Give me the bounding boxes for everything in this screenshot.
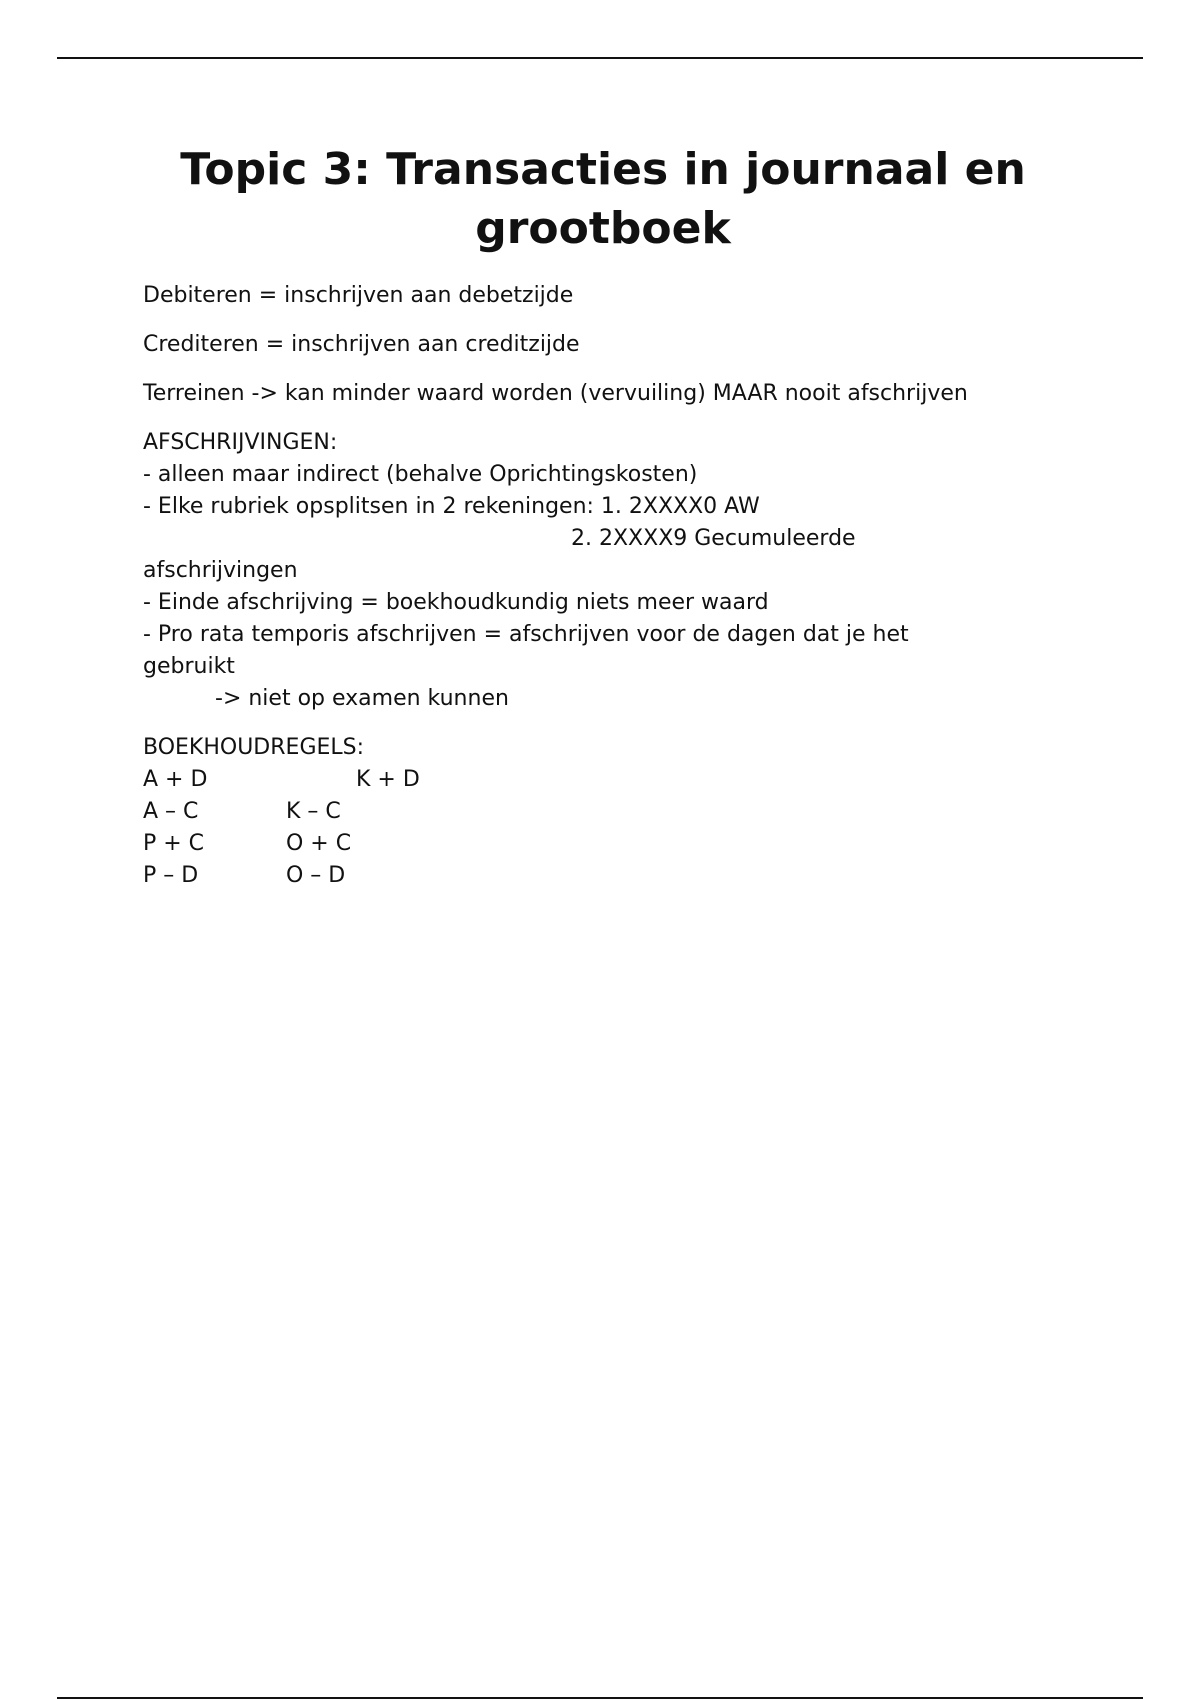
- afschrijvingen-line: - alleen maar indirect (behalve Oprichtingskosten): [143, 462, 698, 487]
- rule-left: P + C: [143, 831, 205, 856]
- rule-row: [143, 828, 1063, 860]
- rule-row: [143, 796, 1063, 828]
- boekhoudregels-section: [143, 732, 1063, 892]
- rule-left: P – D: [143, 863, 199, 888]
- afschrijvingen-line: - Pro rata temporis afschrijven = afschrijven voor de dagen dat je het: [143, 622, 909, 647]
- rule-row: [143, 860, 1063, 892]
- rule-left: A + D: [143, 767, 208, 792]
- rule-row: [143, 764, 1063, 796]
- rule-right: O + C: [286, 831, 352, 856]
- afschrijvingen-line: -> niet op examen kunnen: [215, 686, 509, 711]
- afschrijvingen-line: 2. 2XXXX9 Gecumuleerde: [571, 526, 856, 551]
- page-title: Topic 3: Transacties in journaal en grootboek: [180, 144, 1026, 254]
- boekhoudregels-heading: BOEKHOUDREGELS:: [143, 735, 365, 760]
- rule-right: K – C: [286, 799, 341, 824]
- header-rule: [57, 57, 1143, 59]
- afschrijvingen-heading: AFSCHRIJVINGEN:: [143, 430, 338, 455]
- rule-right: O – D: [286, 863, 346, 888]
- afschrijvingen-line: - Einde afschrijving = boekhoudkundig niets meer waard: [143, 590, 769, 615]
- rule-left: A – C: [143, 799, 199, 824]
- afschrijvingen-line: afschrijvingen: [143, 558, 298, 583]
- document-page: [143, 140, 1063, 892]
- afschrijvingen-section: [143, 427, 1063, 715]
- definition-crediteren: Crediteren = inschrijven aan creditzijde: [143, 332, 580, 357]
- definition-terreinen: Terreinen -> kan minder waard worden (vervuiling) MAAR nooit afschrijven: [143, 381, 968, 406]
- rule-right: K + D: [356, 767, 420, 792]
- footer-rule: [57, 1697, 1143, 1699]
- definition-debiteren: Debiteren = inschrijven aan debetzijde: [143, 283, 574, 308]
- afschrijvingen-line: - Elke rubriek opsplitsen in 2 rekeningen: 1. 2XXXX0 AW: [143, 494, 760, 519]
- afschrijvingen-line: gebruikt: [143, 654, 235, 679]
